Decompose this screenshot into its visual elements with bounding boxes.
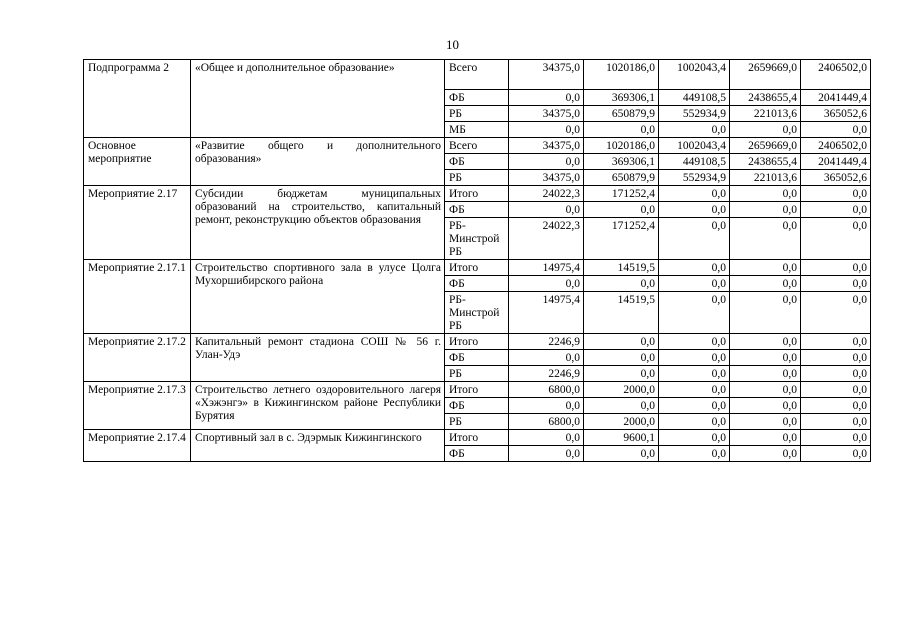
measure-code: Мероприятие 2.17 <box>84 186 191 260</box>
funding-source: РБ <box>445 170 509 186</box>
amount-cell: 650879,9 <box>584 170 659 186</box>
amount-cell: 34375,0 <box>509 138 584 154</box>
amount-cell: 0,0 <box>801 446 871 462</box>
amount-cell: 14519,5 <box>584 260 659 276</box>
amount-cell: 221013,6 <box>730 106 801 122</box>
amount-cell: 2659669,0 <box>730 138 801 154</box>
amount-cell: 0,0 <box>730 202 801 218</box>
amount-cell: 0,0 <box>659 334 730 350</box>
funding-source: РБ-Минстрой РБ <box>445 292 509 334</box>
amount-cell: 2438655,4 <box>730 90 801 106</box>
amount-cell: 9600,1 <box>584 430 659 446</box>
amount-cell: 365052,6 <box>801 106 871 122</box>
amount-cell: 0,0 <box>730 122 801 138</box>
amount-cell: 0,0 <box>730 366 801 382</box>
amount-cell: 0,0 <box>584 446 659 462</box>
funding-source: Всего <box>445 60 509 90</box>
amount-cell: 0,0 <box>801 366 871 382</box>
amount-cell: 0,0 <box>730 276 801 292</box>
funding-source: Всего <box>445 138 509 154</box>
amount-cell: 14975,4 <box>509 292 584 334</box>
amount-cell: 0,0 <box>659 218 730 260</box>
amount-cell: 0,0 <box>584 398 659 414</box>
measure-description: Капитальный ремонт стадиона СОШ № 56 г. Улан-Удэ <box>191 334 445 382</box>
amount-cell: 0,0 <box>730 218 801 260</box>
amount-cell: 369306,1 <box>584 90 659 106</box>
amount-cell: 0,0 <box>730 292 801 334</box>
amount-cell: 2041449,4 <box>801 90 871 106</box>
amount-cell: 0,0 <box>584 334 659 350</box>
amount-cell: 0,0 <box>801 430 871 446</box>
page-number: 10 <box>446 37 459 52</box>
amount-cell: 0,0 <box>659 430 730 446</box>
amount-cell: 0,0 <box>730 186 801 202</box>
amount-cell: 221013,6 <box>730 170 801 186</box>
amount-cell: 650879,9 <box>584 106 659 122</box>
measure-code: Основное мероприятие <box>84 138 191 186</box>
table-row <box>84 138 871 154</box>
amount-cell: 0,0 <box>509 446 584 462</box>
amount-cell: 0,0 <box>659 446 730 462</box>
amount-cell: 171252,4 <box>584 218 659 260</box>
amount-cell: 1002043,4 <box>659 60 730 90</box>
amount-cell: 24022,3 <box>509 218 584 260</box>
amount-cell: 0,0 <box>801 382 871 398</box>
measure-description: Строительство спортивного зала в улусе Цолга Мухоршибирского района <box>191 260 445 334</box>
amount-cell: 552934,9 <box>659 106 730 122</box>
amount-cell: 552934,9 <box>659 170 730 186</box>
measure-code: Мероприятие 2.17.2 <box>84 334 191 382</box>
amount-cell: 0,0 <box>801 122 871 138</box>
amount-cell: 0,0 <box>730 350 801 366</box>
table-row <box>84 430 871 446</box>
amount-cell: 0,0 <box>659 382 730 398</box>
funding-source: Итого <box>445 334 509 350</box>
amount-cell: 0,0 <box>584 122 659 138</box>
amount-cell: 0,0 <box>801 398 871 414</box>
amount-cell: 2000,0 <box>584 382 659 398</box>
amount-cell: 0,0 <box>584 202 659 218</box>
measure-code: Подпрограмма 2 <box>84 60 191 138</box>
amount-cell: 0,0 <box>801 260 871 276</box>
amount-cell: 171252,4 <box>584 186 659 202</box>
amount-cell: 1020186,0 <box>584 60 659 90</box>
amount-cell: 0,0 <box>659 260 730 276</box>
table-row <box>84 382 871 398</box>
measure-description: «Развитие общего и дополнительного образования» <box>191 138 445 186</box>
funding-source: РБ <box>445 366 509 382</box>
amount-cell: 0,0 <box>659 202 730 218</box>
amount-cell: 1002043,4 <box>659 138 730 154</box>
amount-cell: 0,0 <box>584 366 659 382</box>
amount-cell: 14519,5 <box>584 292 659 334</box>
amount-cell: 0,0 <box>659 276 730 292</box>
amount-cell: 369306,1 <box>584 154 659 170</box>
amount-cell: 6800,0 <box>509 382 584 398</box>
budget-table <box>83 59 871 462</box>
amount-cell: 0,0 <box>509 202 584 218</box>
funding-source: МБ <box>445 122 509 138</box>
amount-cell: 0,0 <box>509 154 584 170</box>
funding-source: ФБ <box>445 398 509 414</box>
measure-description: Спортивный зал в с. Эдэрмык Кижингинского <box>191 430 445 462</box>
amount-cell: 449108,5 <box>659 90 730 106</box>
measure-description: Строительство летнего оздоровительного лагеря «Хэжэнгэ» в Кижингинском районе Республики Бурятия <box>191 382 445 430</box>
table-row <box>84 186 871 202</box>
amount-cell: 0,0 <box>801 202 871 218</box>
table-row <box>84 260 871 276</box>
amount-cell: 0,0 <box>659 186 730 202</box>
amount-cell: 0,0 <box>659 366 730 382</box>
amount-cell: 0,0 <box>584 350 659 366</box>
amount-cell: 0,0 <box>584 276 659 292</box>
funding-source: ФБ <box>445 154 509 170</box>
amount-cell: 34375,0 <box>509 106 584 122</box>
amount-cell: 449108,5 <box>659 154 730 170</box>
funding-source: РБ <box>445 106 509 122</box>
amount-cell: 34375,0 <box>509 170 584 186</box>
amount-cell: 0,0 <box>730 260 801 276</box>
amount-cell: 0,0 <box>730 430 801 446</box>
funding-source: Итого <box>445 186 509 202</box>
measure-description: «Общее и дополнительное образование» <box>191 60 445 138</box>
funding-source: ФБ <box>445 350 509 366</box>
funding-source: ФБ <box>445 202 509 218</box>
measure-code: Мероприятие 2.17.3 <box>84 382 191 430</box>
budget-table-body <box>84 60 871 462</box>
measure-description: Субсидии бюджетам муниципальных образований на строительство, капитальный ремонт, реконструкцию объектов образования <box>191 186 445 260</box>
amount-cell: 0,0 <box>730 414 801 430</box>
amount-cell: 2041449,4 <box>801 154 871 170</box>
amount-cell: 0,0 <box>659 414 730 430</box>
amount-cell: 0,0 <box>659 350 730 366</box>
amount-cell: 0,0 <box>730 446 801 462</box>
amount-cell: 0,0 <box>801 292 871 334</box>
amount-cell: 2659669,0 <box>730 60 801 90</box>
amount-cell: 24022,3 <box>509 186 584 202</box>
amount-cell: 0,0 <box>730 334 801 350</box>
funding-source: Итого <box>445 430 509 446</box>
measure-code: Мероприятие 2.17.4 <box>84 430 191 462</box>
amount-cell: 2438655,4 <box>730 154 801 170</box>
amount-cell: 0,0 <box>659 292 730 334</box>
amount-cell: 0,0 <box>659 398 730 414</box>
amount-cell: 2246,9 <box>509 366 584 382</box>
amount-cell: 0,0 <box>730 382 801 398</box>
amount-cell: 0,0 <box>509 276 584 292</box>
table-row <box>84 60 871 90</box>
amount-cell: 0,0 <box>801 218 871 260</box>
amount-cell: 0,0 <box>801 276 871 292</box>
amount-cell: 0,0 <box>509 122 584 138</box>
amount-cell: 14975,4 <box>509 260 584 276</box>
amount-cell: 0,0 <box>509 90 584 106</box>
amount-cell: 0,0 <box>659 122 730 138</box>
measure-code: Мероприятие 2.17.1 <box>84 260 191 334</box>
amount-cell: 2406502,0 <box>801 138 871 154</box>
funding-source: ФБ <box>445 446 509 462</box>
amount-cell: 0,0 <box>509 398 584 414</box>
funding-source: Итого <box>445 382 509 398</box>
amount-cell: 365052,6 <box>801 170 871 186</box>
amount-cell: 34375,0 <box>509 60 584 90</box>
funding-source: Итого <box>445 260 509 276</box>
amount-cell: 0,0 <box>509 350 584 366</box>
amount-cell: 0,0 <box>509 430 584 446</box>
amount-cell: 0,0 <box>730 398 801 414</box>
amount-cell: 0,0 <box>801 414 871 430</box>
amount-cell: 1020186,0 <box>584 138 659 154</box>
funding-source: РБ-Минстрой РБ <box>445 218 509 260</box>
amount-cell: 0,0 <box>801 186 871 202</box>
amount-cell: 2000,0 <box>584 414 659 430</box>
funding-source: ФБ <box>445 90 509 106</box>
amount-cell: 2406502,0 <box>801 60 871 90</box>
funding-source: ФБ <box>445 276 509 292</box>
table-row <box>84 334 871 350</box>
funding-source: РБ <box>445 414 509 430</box>
amount-cell: 6800,0 <box>509 414 584 430</box>
amount-cell: 0,0 <box>801 334 871 350</box>
amount-cell: 0,0 <box>801 350 871 366</box>
amount-cell: 2246,9 <box>509 334 584 350</box>
